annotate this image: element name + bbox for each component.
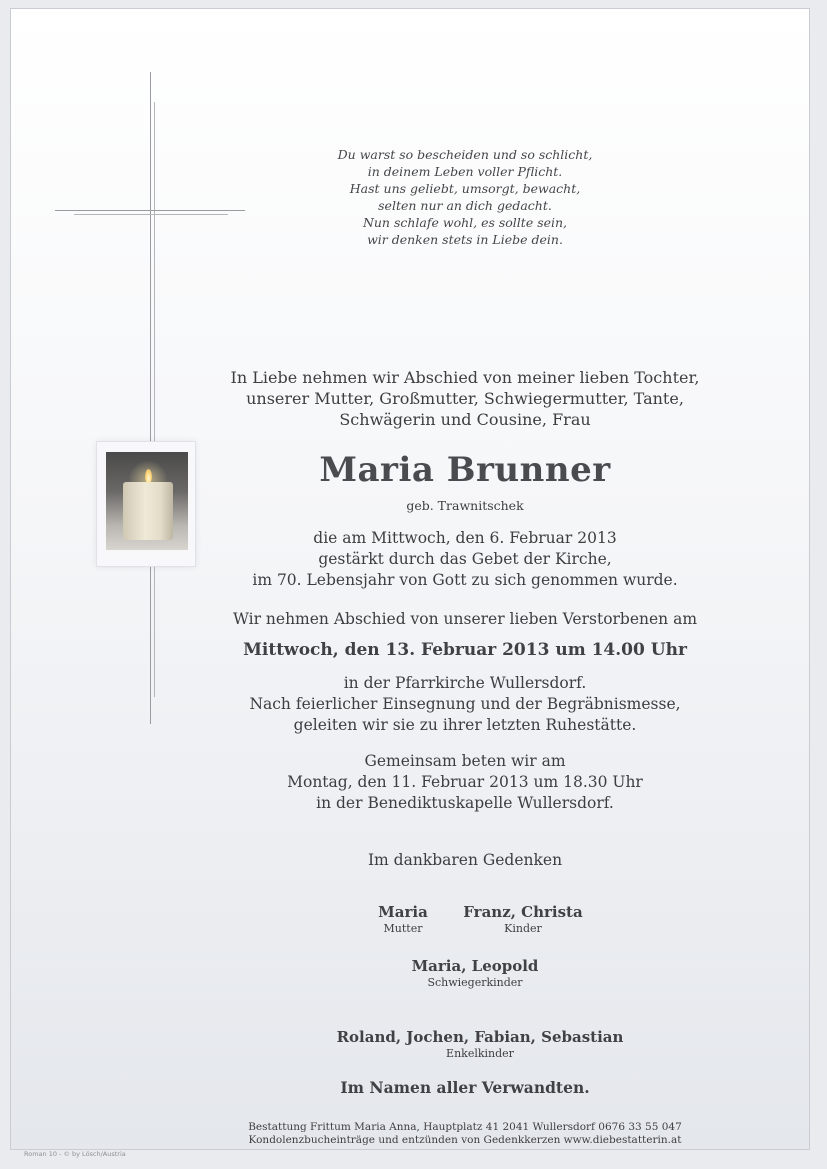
copyright-note: Roman 10 - © by Lösch/Austria [24, 1150, 126, 1158]
footer-line: Kondolenzbucheinträge und entzünden von Gedenkkerzen www.diebestatterin.at [248, 1134, 682, 1146]
farewell-intro: Wir nehmen Abschied von unserer lieben Verstorbenen am [232, 610, 698, 628]
death-info-line: die am Mittwoch, den 6. Februar 2013 [313, 529, 617, 547]
ceremony-info [150, 673, 780, 736]
intro-line: In Liebe nehmen wir Abschied von meiner lieben Tochter, [230, 368, 700, 387]
ceremony-line: Nach feierlicher Einsegnung und der Begräbnismesse, [249, 695, 681, 713]
prayer-info [150, 751, 780, 814]
mourner-relation: Kinder [504, 922, 542, 935]
mourner-in-laws [380, 957, 570, 989]
mourner-relation: Schwiegerkinder [427, 976, 523, 989]
poem-line: Du warst so bescheiden und so schlicht, [337, 147, 593, 162]
poem-line: selten nur an dich gedacht. [378, 198, 552, 213]
footer [150, 1121, 780, 1147]
death-info [150, 528, 780, 591]
thanks-heading: Im dankbaren Gedenken [367, 851, 563, 869]
footer-line: Bestattung Frittum Maria Anna, Hauptplatz 41 2041 Wullersdorf 0676 33 55 047 [248, 1121, 682, 1133]
prayer-line: Montag, den 11. Februar 2013 um 18.30 Uhr [287, 773, 643, 791]
funeral-date: Mittwoch, den 13. Februar 2013 um 14.00 Uhr [243, 640, 687, 660]
mourner-name: Roland, Jochen, Fabian, Sebastian [336, 1028, 624, 1046]
poem-line: Nun schlafe wohl, es sollte sein, [362, 215, 568, 230]
poem-line: wir denken stets in Liebe dein. [367, 232, 563, 247]
closing-line: Im Namen aller Verwandten. [340, 1078, 590, 1097]
poem [300, 146, 630, 248]
deceased-name: Maria Brunner [319, 450, 611, 490]
mourner-name: Maria [378, 903, 428, 921]
poem-line: Hast uns geliebt, umsorgt, bewacht, [349, 181, 581, 196]
mourner-name: Maria, Leopold [411, 957, 539, 975]
mourner-name: Franz, Christa [463, 903, 583, 921]
ceremony-line: in der Pfarrkirche Wullersdorf. [343, 674, 587, 692]
intro-line: unserer Mutter, Großmutter, Schwiegermutter, Tante, [246, 389, 684, 408]
intro-line: Schwägerin und Cousine, Frau [339, 410, 591, 429]
prayer-line: Gemeinsam beten wir am [364, 752, 566, 770]
mourner-mother [353, 903, 453, 935]
poem-line: in deinem Leben voller Pflicht. [367, 164, 563, 179]
ceremony-line: geleiten wir sie zu ihrer letzten Ruhestätte. [293, 716, 637, 734]
mourner-children [453, 903, 593, 935]
death-info-line: gestärkt durch das Gebet der Kirche, [318, 550, 612, 568]
birth-name: geb. Trawnitschek [406, 498, 524, 513]
mourner-relation: Mutter [383, 922, 423, 935]
death-info-line: im 70. Lebensjahr von Gott zu sich genommen wurde. [252, 571, 678, 589]
mourner-grandchildren [330, 1028, 630, 1060]
mourner-relation: Enkelkinder [446, 1047, 514, 1060]
prayer-line: in der Benediktuskapelle Wullersdorf. [316, 794, 614, 812]
intro-text [150, 367, 780, 430]
